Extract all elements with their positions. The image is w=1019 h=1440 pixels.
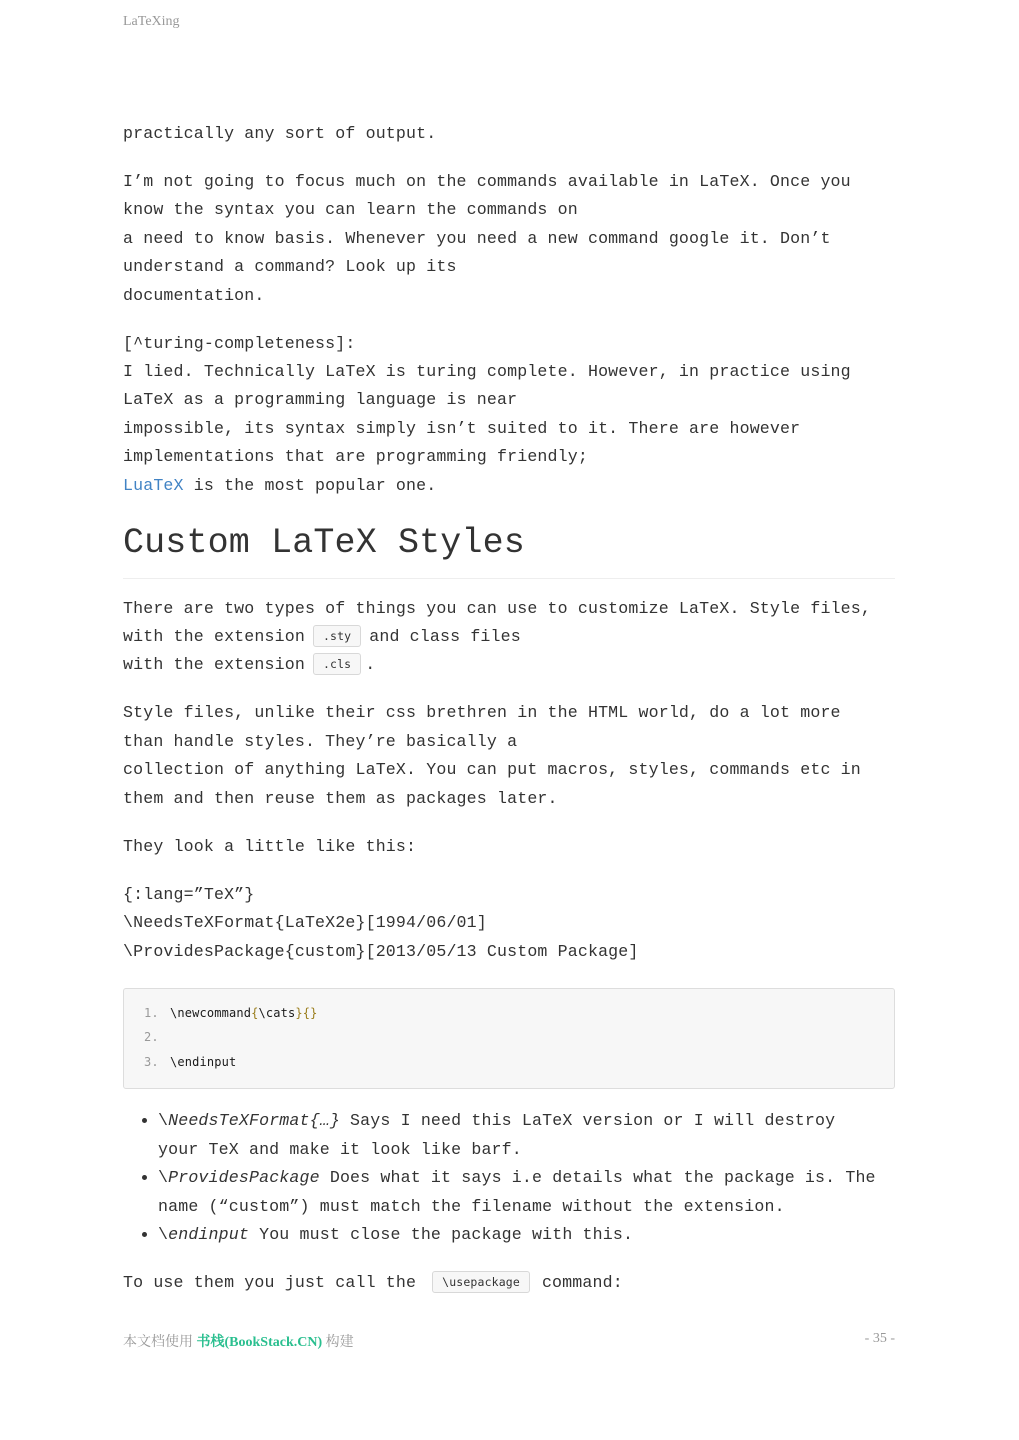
inline-code-cls: .cls [313,653,361,675]
code-line [144,1025,874,1050]
line-number: 2. [144,1030,159,1045]
line-number: 1. [144,1005,159,1020]
bookstack-link[interactable]: 书栈(BookStack.CN) [196,1335,323,1350]
list-item: • \NeedsTeXFormat{…} Says I need this LaTeX version or I will destroy your TeX and make it look like barf. [158,1107,895,1164]
paragraph-look-like: They look a little like this: [123,836,417,856]
page-number: - 35 - [864,1331,895,1346]
paragraph-style-files: Style files, unlike their css brethren in the HTML world, do a lot more than handle styles. They’re basically a collection of anything LaTeX. You can put macros, styles, commands etc in them and then reuse them as packages later. [123,703,861,808]
code-block [123,988,895,1090]
inline-code-sty: .sty [313,625,361,647]
document-body [123,120,895,1317]
list-item: • \endinput You must close the package with this. [158,1221,895,1249]
section-heading: Custom LaTeX Styles [123,520,895,579]
running-header: LaTeXing [123,14,180,29]
code-line: 1. \newcommand{\cats}{} [144,1001,874,1026]
list-item: • \ProvidesPackage Does what it says i.e details what the package is. The name (“custom”) must match the filename without the extension. [158,1164,895,1221]
footnote-turing: [^turing-completeness]: I lied. Technically LaTeX is turing complete. However, in practice using LaTeX as a programming language is near impossible, its syntax simply isn’t suited to it. There are however implementations that are programming friendly; LuaTeX is the most popular one. [123,333,851,495]
macro-list [123,1107,895,1249]
inline-code-usepackage: \usepackage [432,1271,530,1293]
paragraph-usepackage: To use them you just call the \usepackage command: [123,1273,623,1293]
paragraph-tex-source: {:lang=”TeX”} \NeedsTeXFormat{LaTeX2e}[1994/06/01] \ProvidesPackage{custom}[2013/05/13 Custom Package] [123,884,639,961]
footer-credit: 本文档使用 书栈(BookStack.CN) 构建 [123,1335,354,1350]
paragraph-style-types: There are two types of things you can use to customize LaTeX. Style files, with the extension .sty and class files with the extension .cls . [123,598,871,675]
code-line: 3. \endinput [144,1050,874,1075]
line-number: 3. [144,1054,159,1069]
luatex-link[interactable]: LuaTeX [123,475,184,495]
paragraph-commands: I’m not going to focus much on the commands available in LaTeX. Once you know the syntax you can learn the commands on a need to know basis. Whenever you need a new command google it. Don’t understand a command? Look up its documentation. [123,172,851,305]
paragraph-output: practically any sort of output. [123,124,437,143]
